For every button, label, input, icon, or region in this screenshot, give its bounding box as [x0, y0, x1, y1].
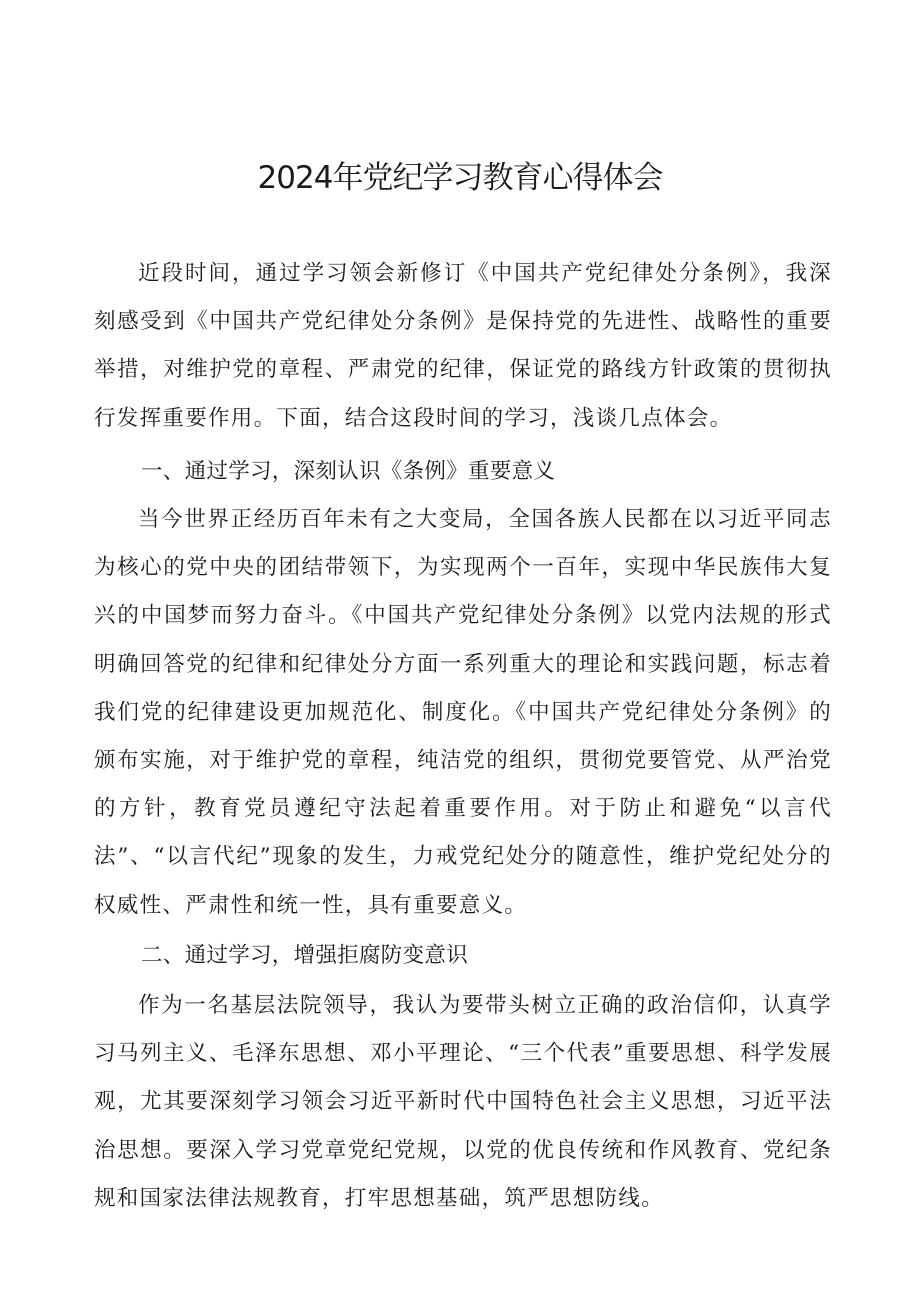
section-1-body: 当今世界正经历百年未有之大变局，全国各族人民都在以习近平同志为核心的党中央的团结带领下，为实现两个一百年，实现中华民族伟大复兴的中国梦而努力奋斗。《中国共产党纪律处分条例》以党内法规的形式明确回答党的纪律和纪律处分方面一系列重大的理论和实践问题，标志着我们党的纪律建设更加规范化、制度化。《中国共产党纪律处分条例》的颁布实施，对于维护党的章程，纯洁党的组织，贯彻党要管党、从严治党的方针，教育党员遵纪守法起着重要作用。对于防止和避免“以言代法”、“以言代纪”现象的发生，力戒党纪处分的随意性，维护党纪处分的权威性、严肃性和统一性，具有重要意义。: [94, 507, 832, 918]
section-1-heading: 一、通过学习，深刻认识《条例》重要意义: [141, 459, 556, 484]
section-2-body: 作为一名基层法院领导，我认为要带头树立正确的政治信仰，认真学习马列主义、毛泽东思想、邓小平理论、“三个代表”重要思想、科学发展观，尤其要深刻学习领会习近平新时代中国特色社会主义思想，习近平法治思想。要深入学习党章党纪党规，以党的优良传统和作风教育、党纪条规和国家法律法规教育，打牢思想基础，筑严思想防线。: [94, 993, 832, 1211]
document-title: 2024年党纪学习教育心得体会: [257, 160, 663, 196]
section-2-heading: 二、通过学习，增强拒腐防变意识: [141, 943, 469, 968]
intro-paragraph: 近段时间，通过学习领会新修订《中国共产党纪律处分条例》，我深刻感受到《中国共产党纪律处分条例》是保持党的先进性、战略性的重要举措，对维护党的章程、严肃党的纪律，保证党的路线方针政策的贯彻执行发挥重要作用。下面，结合这段时间的学习，浅谈几点体会。: [94, 261, 832, 431]
